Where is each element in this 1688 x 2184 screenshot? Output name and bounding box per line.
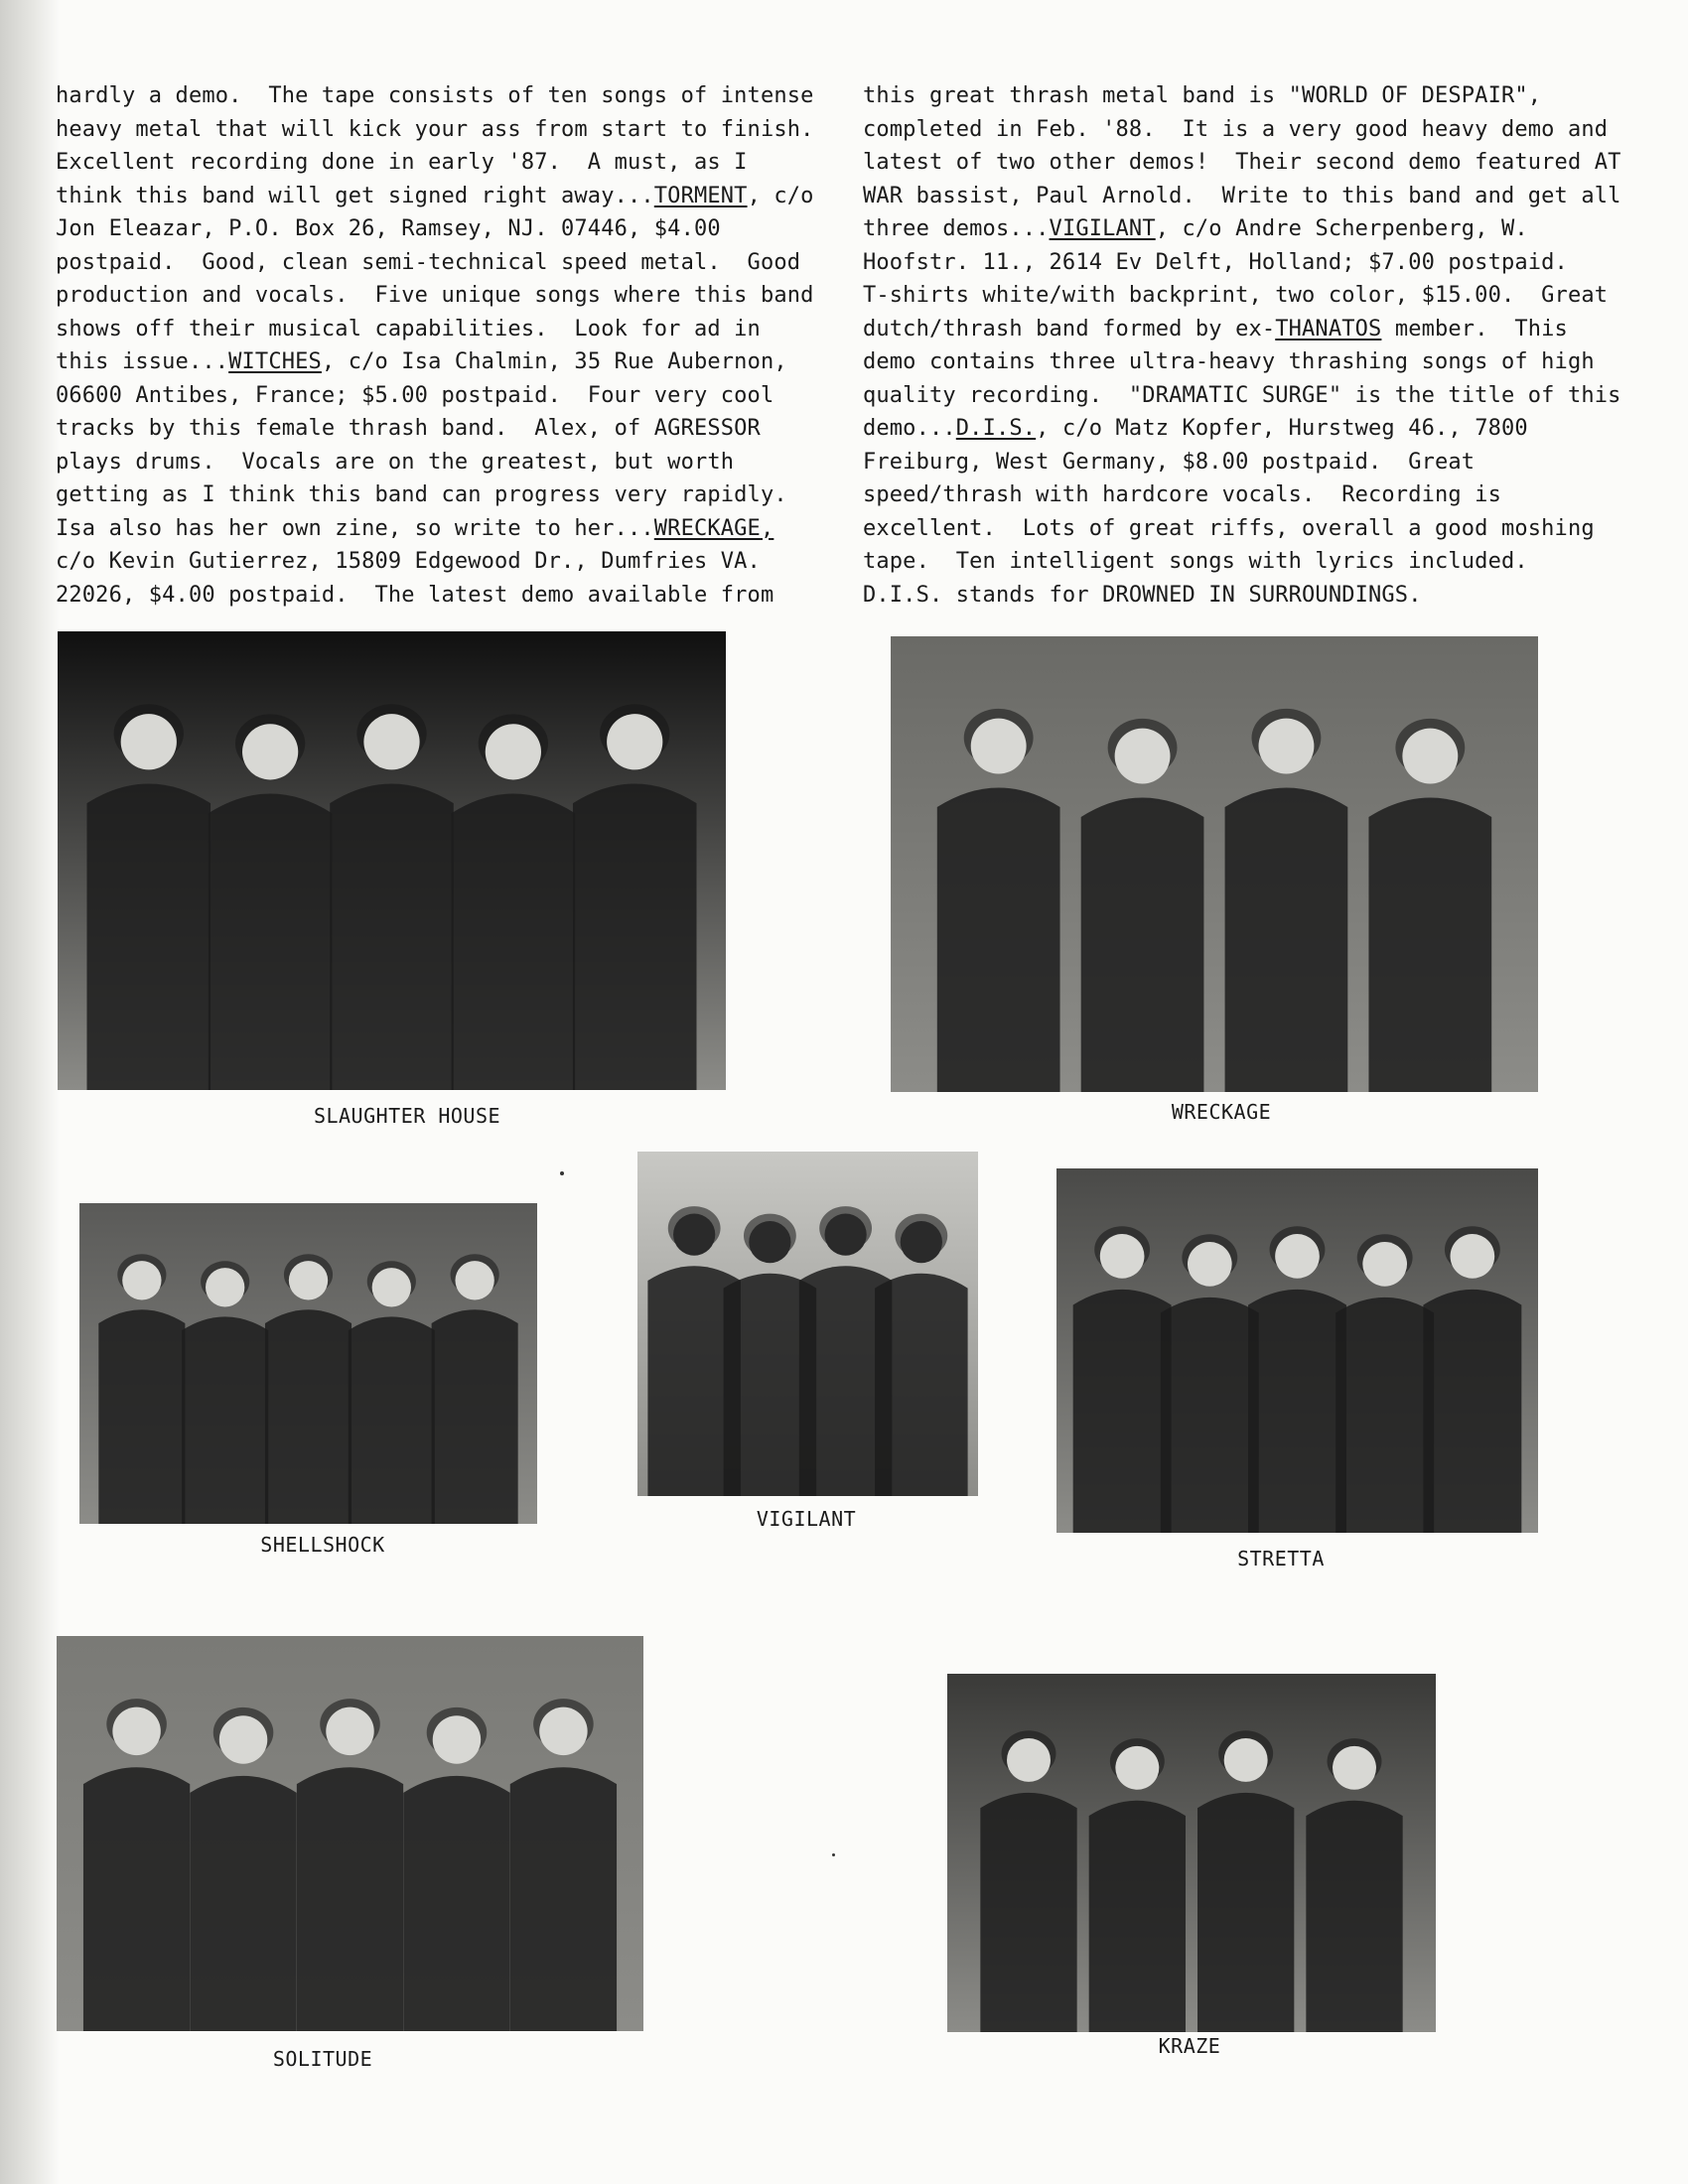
band-name: D.I.S. xyxy=(955,416,1037,441)
text-segment: , c/o Isa Chalmin, 35 Rue Aubernon, xyxy=(321,349,787,374)
text-line xyxy=(56,545,820,579)
text-line xyxy=(863,446,1657,479)
text-line xyxy=(863,379,1657,413)
text-line xyxy=(56,279,820,313)
photo-image xyxy=(637,1152,978,1496)
text-segment: this great thrash metal band is "WORLD OF DESPAIR", xyxy=(863,83,1542,108)
text-line xyxy=(56,579,820,613)
text-segment: demo contains three ultra-heavy thrashing songs of high xyxy=(863,349,1595,374)
text-segment: Freiburg, West Germany, $8.00 postpaid. Great xyxy=(863,449,1476,475)
text-segment: dutch/thrash band formed by ex- xyxy=(863,316,1276,341)
text-segment: tracks by this female thrash band. Alex, of AGRESSOR xyxy=(56,416,761,441)
print-speck xyxy=(832,1853,835,1856)
text-segment: demo... xyxy=(863,416,956,441)
caption-slaughter-house: SLAUGHTER HOUSE xyxy=(313,1104,501,1128)
photo-image xyxy=(79,1203,537,1524)
text-line xyxy=(863,478,1657,512)
text-segment: plays drums. Vocals are on the greatest, but worth xyxy=(56,449,735,475)
text-line xyxy=(863,113,1657,147)
text-line xyxy=(56,379,820,413)
text-line xyxy=(56,146,820,180)
text-line xyxy=(863,246,1657,280)
caption-kraze: KRAZE xyxy=(1158,2034,1221,2058)
text-segment: production and vocals. Five unique songs where this band xyxy=(56,283,814,308)
text-segment: getting as I think this band can progress very rapidly. xyxy=(56,482,787,507)
photo-image xyxy=(1056,1168,1538,1533)
text-segment: excellent. Lots of great riffs, overall a good moshing xyxy=(863,515,1595,541)
text-line xyxy=(863,579,1657,613)
photo-image xyxy=(891,636,1538,1092)
text-segment: Jon Eleazar, P.O. Box 26, Ramsey, NJ. 07446, $4.00 xyxy=(56,216,721,241)
text-line xyxy=(863,146,1657,180)
photo-solitude xyxy=(57,1636,643,2031)
text-line xyxy=(56,478,820,512)
band-name: WITCHES xyxy=(228,349,322,374)
text-line xyxy=(863,412,1657,446)
text-segment: three demos... xyxy=(863,216,1050,241)
text-segment: D.I.S. stands for DROWNED IN SURROUNDINGS. xyxy=(863,582,1422,608)
text-line xyxy=(863,279,1657,313)
text-segment: heavy metal that will kick your ass from start to finish. xyxy=(56,116,814,142)
text-line xyxy=(56,345,820,379)
photo-stretta xyxy=(1056,1168,1538,1533)
text-segment: hardly a demo. The tape consists of ten songs of intense xyxy=(56,83,814,108)
text-segment: , c/o Andre Scherpenberg, W. xyxy=(1155,216,1528,241)
caption-shellshock: SHELLSHOCK xyxy=(260,1533,385,1557)
photo-slaughter-house xyxy=(58,631,726,1090)
text-line xyxy=(863,212,1657,246)
text-segment: quality recording. "DRAMATIC SURGE" is the title of this xyxy=(863,382,1621,408)
text-segment: postpaid. Good, clean semi-technical speed metal. Good xyxy=(56,249,801,275)
text-segment: think this band will get signed right away... xyxy=(56,183,654,208)
left-text-column xyxy=(56,79,820,612)
text-segment: , c/o xyxy=(747,183,814,208)
text-line xyxy=(56,512,820,546)
text-line xyxy=(56,412,820,446)
photo-vigilant xyxy=(637,1152,978,1496)
right-text-column xyxy=(863,79,1657,612)
text-segment: 06600 Antibes, France; $5.00 postpaid. Four very cool xyxy=(56,382,774,408)
text-line xyxy=(56,212,820,246)
text-segment: WAR bassist, Paul Arnold. Write to this band and get all xyxy=(863,183,1621,208)
text-segment: 22026, $4.00 postpaid. The latest demo available from xyxy=(56,582,774,608)
binding-gutter-shadow xyxy=(0,0,60,2184)
text-line xyxy=(56,79,820,113)
caption-stretta: STRETTA xyxy=(1237,1547,1325,1570)
photo-shellshock xyxy=(79,1203,537,1524)
text-line xyxy=(56,313,820,346)
text-line xyxy=(863,345,1657,379)
text-line xyxy=(863,79,1657,113)
band-name: VIGILANT xyxy=(1049,216,1156,241)
text-line xyxy=(863,313,1657,346)
text-segment: speed/thrash with hardcore vocals. Recording is xyxy=(863,482,1501,507)
text-line xyxy=(56,113,820,147)
text-segment: this issue... xyxy=(56,349,229,374)
photo-wreckage xyxy=(891,636,1538,1092)
photo-image xyxy=(947,1674,1436,2032)
text-segment: T-shirts white/with backprint, two color, $15.00. Great xyxy=(863,283,1609,308)
text-segment: Hoofstr. 11., 2614 Ev Delft, Holland; $7.00 postpaid. xyxy=(863,249,1568,275)
photo-image xyxy=(58,631,726,1090)
text-segment: Excellent recording done in early '87. A must, as I xyxy=(56,150,748,175)
text-segment: latest of two other demos! Their second demo featured AT xyxy=(863,150,1621,175)
text-segment: completed in Feb. '88. It is a very good heavy demo and xyxy=(863,116,1609,142)
text-line xyxy=(56,246,820,280)
photo-image xyxy=(57,1636,643,2031)
text-segment: tape. Ten intelligent songs with lyrics included. xyxy=(863,549,1528,574)
caption-solitude: SOLITUDE xyxy=(272,2047,373,2071)
text-segment: member. This xyxy=(1381,316,1568,341)
band-name: WRECKAGE, xyxy=(653,515,774,541)
text-segment: Isa also has her own zine, so write to her... xyxy=(56,515,654,541)
text-line xyxy=(863,545,1657,579)
band-name: THANATOS xyxy=(1275,316,1382,341)
text-segment: , c/o Matz Kopfer, Hurstweg 46., 7800 xyxy=(1036,416,1528,441)
photo-kraze xyxy=(947,1674,1436,2032)
caption-wreckage: WRECKAGE xyxy=(1171,1100,1272,1124)
text-line xyxy=(863,180,1657,213)
text-line xyxy=(56,180,820,213)
text-line xyxy=(863,512,1657,546)
print-speck xyxy=(560,1171,564,1175)
text-segment: shows off their musical capabilities. Look for ad in xyxy=(56,316,761,341)
caption-vigilant: VIGILANT xyxy=(756,1507,857,1531)
band-name: TORMENT xyxy=(653,183,748,208)
text-segment: c/o Kevin Gutierrez, 15809 Edgewood Dr., Dumfries VA. xyxy=(56,549,761,574)
text-line xyxy=(56,446,820,479)
